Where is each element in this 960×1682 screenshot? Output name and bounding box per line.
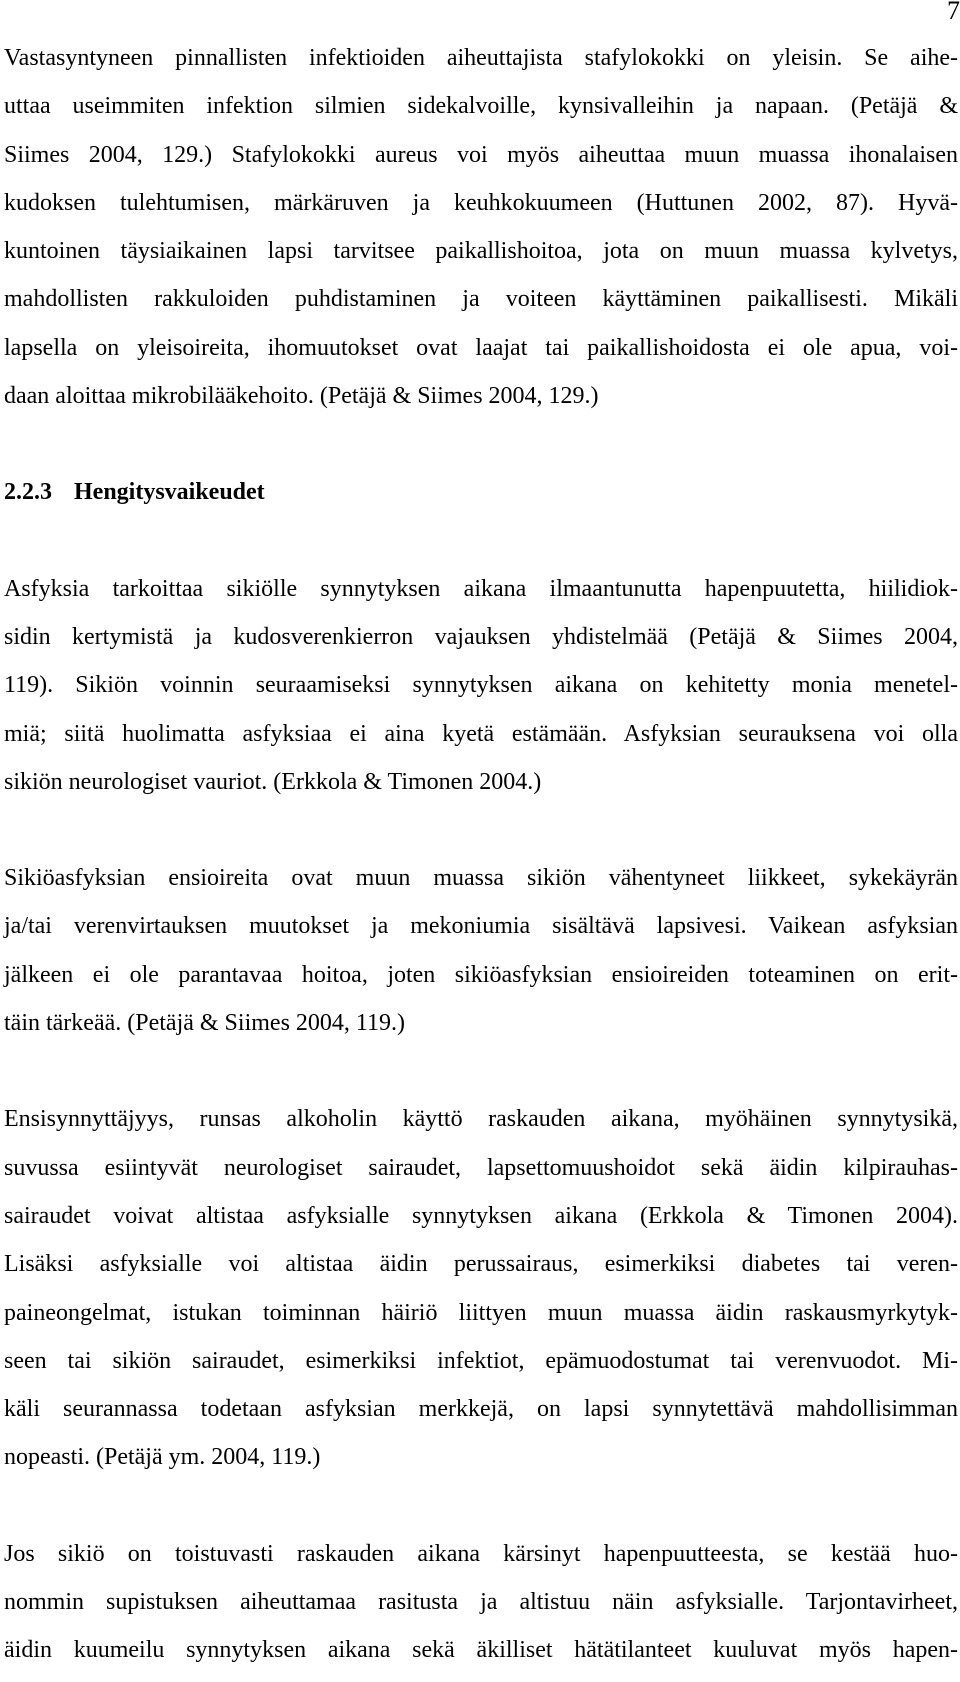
section-number: 2.2.3: [4, 479, 52, 506]
text-line: Asfyksia tarkoittaa sikiölle synnytyksen aikana ilmaantunutta hapenpuutetta, hiilidiok-: [4, 575, 958, 602]
text-line: täin tärkeää. (Petäjä & Siimes 2004, 119.): [4, 1010, 406, 1037]
text-line: lapsella on yleisoireita, ihomuutokset ovat laajat tai paikallishoidosta ei ole apua, voi-: [4, 334, 958, 361]
text-line: uttaa useimmiten infektion silmien sidekalvoille, kynsivalleihin ja napaan. (Petäjä &: [4, 93, 958, 120]
text-line: seen tai sikiön sairaudet, esimerkiksi infektiot, epämuodostumat tai verenvuodot. Mi-: [4, 1347, 958, 1374]
paragraph-asphyxia-risk-factors: [4, 1095, 958, 1481]
text-line: äidin kuumeilu synnytyksen aikana sekä äkilliset hätätilanteet kuuluvat myös hapen-: [4, 1637, 958, 1664]
text-line: mahdollisten rakkuloiden puhdistaminen ja voiteen käyttäminen paikallisesti. Mikäli: [4, 286, 958, 313]
section-title: Hengitysvaikeudet: [74, 479, 265, 506]
text-line: 119). Sikiön voinnin seuraamiseksi synnytyksen aikana on kehitetty monia menetel-: [4, 672, 958, 699]
text-line: paineongelmat, istukan toiminnan häiriö liittyen muun muassa äidin raskausmyrkytyk-: [4, 1299, 958, 1326]
text-line: suvussa esiintyvät neurologiset sairaudet, lapsettomuushoidot sekä äidin kilpirauhas-: [4, 1154, 958, 1181]
page-number: 7: [947, 0, 960, 25]
text-line: sairaudet voivat altistaa asfyksialle synnytyksen aikana (Erkkola & Timonen 2004).: [4, 1202, 958, 1229]
text-line: jälkeen ei ole parantavaa hoitoa, joten sikiöasfyksian ensioireiden toteaminen on erit-: [4, 961, 958, 988]
paragraph-asphyxia-definition: [4, 565, 958, 806]
text-line: nommin supistuksen aiheuttamaa rasitusta ja altistuu näin asfyksialle. Tarjontavirheet,: [4, 1589, 958, 1616]
paragraph-hypoxia-history: [4, 1530, 958, 1675]
text-line: Sikiöasfyksian ensioireita ovat muun muassa sikiön vähentyneet liikkeet, sykekäyrän: [4, 865, 958, 892]
text-line: miä; siitä huolimatta asfyksiaa ei aina kyetä estämään. Asfyksian seurauksena voi olla: [4, 720, 958, 747]
text-line: Siimes 2004, 129.) Stafylokokki aureus voi myös aiheuttaa muun muassa ihonalaisen: [4, 141, 958, 168]
text-line: sikiön neurologiset vauriot. (Erkkola & Timonen 2004.): [4, 768, 542, 795]
text-line: nopeasti. (Petäjä ym. 2004, 119.): [4, 1444, 321, 1471]
text-line: Jos sikiö on toistuvasti raskauden aikana kärsinyt hapenpuutteesta, se kestää huo-: [4, 1540, 958, 1567]
page-body: [4, 34, 958, 1675]
text-line: sidin kertymistä ja kudosverenkierron vajauksen yhdistelmää (Petäjä & Siimes 2004,: [4, 623, 958, 650]
text-line: Lisäksi asfyksialle voi altistaa äidin perussairaus, esimerkiksi diabetes tai veren-: [4, 1251, 958, 1278]
text-line: kudoksen tulehtumisen, märkäruven ja keuhkokuumeen (Huttunen 2002, 87). Hyvä-: [4, 189, 958, 216]
paragraph-asphyxia-symptoms: [4, 854, 958, 1047]
paragraph-staphylococcus: [4, 34, 958, 420]
text-line: käli seurannassa todetaan asfyksian merkkejä, on lapsi synnytettävä mahdollisimman: [4, 1396, 958, 1423]
text-line: Ensisynnyttäjyys, runsas alkoholin käyttö raskauden aikana, myöhäinen synnytysikä,: [4, 1106, 958, 1133]
text-line: kuntoinen täysiaikainen lapsi tarvitsee paikallishoitoa, jota on muun muassa kylvetys,: [4, 238, 958, 265]
section-heading: [4, 468, 958, 516]
text-line: ja/tai verenvirtauksen muutokset ja mekoniumia sisältävä lapsivesi. Vaikean asfyksian: [4, 913, 958, 940]
text-line: Vastasyntyneen pinnallisten infektioiden aiheuttajista stafylokokki on yleisin. Se aihe-: [4, 45, 958, 71]
text-line: daan aloittaa mikrobilääkehoito. (Petäjä & Siimes 2004, 129.): [4, 383, 599, 410]
